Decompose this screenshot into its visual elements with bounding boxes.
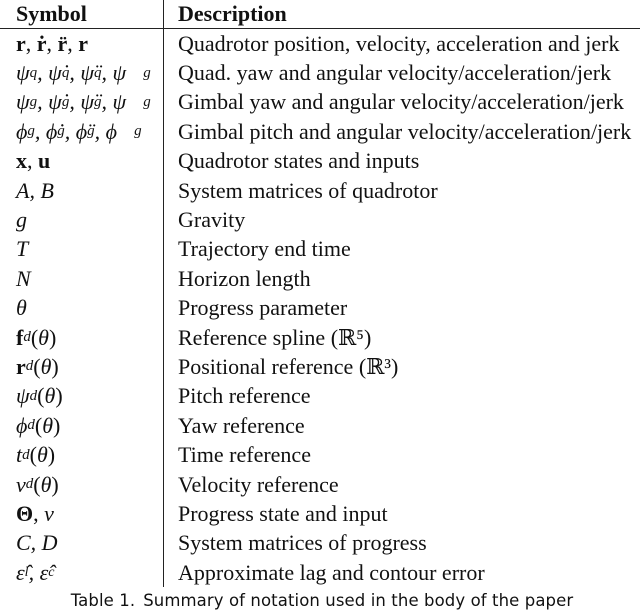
- description-cell: Pitch reference: [178, 383, 311, 409]
- symbol-cell: θ: [0, 294, 164, 323]
- description-cell: Progress state and input: [178, 500, 388, 526]
- symbol-cell: ϕ g , ϕ̇ g , ϕ̈ g , ϕ⃛ g: [0, 117, 164, 146]
- table-row: [0, 558, 640, 587]
- caption-label: Table 1.: [70, 591, 136, 610]
- description-cell: Horizon length: [178, 265, 311, 291]
- symbol-cell: A, B: [0, 176, 164, 205]
- description-cell: System matrices of progress: [178, 530, 427, 556]
- table-row: [0, 323, 640, 352]
- symbol-cell: T: [0, 235, 164, 264]
- table-row: [0, 29, 640, 58]
- description-cell: System matrices of quadrotor: [178, 177, 438, 203]
- table-row: [0, 264, 640, 293]
- symbol-cell: x , u: [0, 147, 164, 176]
- header-symbol: Symbol: [0, 0, 164, 28]
- table-row: [0, 440, 640, 469]
- table-row: [0, 411, 640, 440]
- symbol-cell: g: [0, 205, 164, 234]
- symbol-cell: C, D: [0, 529, 164, 558]
- table-row: [0, 117, 640, 146]
- description-cell: Velocity reference: [178, 471, 339, 497]
- caption-text: Summary of notation used in the body of the paper: [143, 591, 574, 610]
- symbol-cell: ψ q , ψ̇ q , ψ̈ q , ψ⃛ g: [0, 58, 164, 87]
- table-row: [0, 470, 640, 499]
- table-row: [0, 88, 640, 117]
- header-description: Description: [178, 1, 287, 26]
- table-row: [0, 58, 640, 87]
- table-row: [0, 382, 640, 411]
- description-cell: Trajectory end time: [178, 236, 351, 262]
- table-row: [0, 235, 640, 264]
- symbol-cell: r , ṙ , r̈ , r⃛: [0, 29, 164, 58]
- table-row: [0, 294, 640, 323]
- table-row: [0, 147, 640, 176]
- symbol-cell: ε̂ l , ε̂ c: [0, 558, 164, 587]
- description-cell: Positional reference (ℝ³): [178, 353, 399, 379]
- table-row: [0, 352, 640, 381]
- description-cell: Gimbal yaw and angular velocity/acceleration/jerk: [178, 89, 624, 115]
- symbol-cell: Θ , v: [0, 499, 164, 528]
- description-cell: Quadrotor position, velocity, acceleration and jerk: [178, 30, 620, 56]
- symbol-cell: v d ( θ ): [0, 470, 164, 499]
- table-row: [0, 529, 640, 558]
- description-cell: Quadrotor states and inputs: [178, 148, 420, 174]
- symbol-cell: ϕ d ( θ ): [0, 411, 164, 440]
- description-cell: Time reference: [178, 442, 311, 468]
- symbol-cell: f d ( θ ): [0, 323, 164, 352]
- description-cell: Reference spline (ℝ⁵): [178, 324, 372, 350]
- symbol-cell: t d ( θ ): [0, 440, 164, 469]
- description-cell: Progress parameter: [178, 295, 348, 321]
- table-row: [0, 499, 640, 528]
- table-row: [0, 205, 640, 234]
- symbol-cell: N: [0, 264, 164, 293]
- table-row: [0, 176, 640, 205]
- description-cell: Gravity: [178, 207, 246, 233]
- table-header-row: [0, 0, 640, 29]
- symbol-cell: ψ d ( θ ): [0, 382, 164, 411]
- description-cell: Gimbal pitch and angular velocity/acceleration/jerk: [178, 118, 632, 144]
- description-cell: Approximate lag and contour error: [178, 559, 485, 585]
- description-cell: Quad. yaw and angular velocity/acceleration/jerk: [178, 60, 612, 86]
- table-caption: [0, 591, 640, 610]
- symbol-cell: ψ g , ψ̇ g , ψ̈ g , ψ⃛ g: [0, 88, 164, 117]
- symbol-cell: r d ( θ ): [0, 352, 164, 381]
- description-cell: Yaw reference: [178, 412, 305, 438]
